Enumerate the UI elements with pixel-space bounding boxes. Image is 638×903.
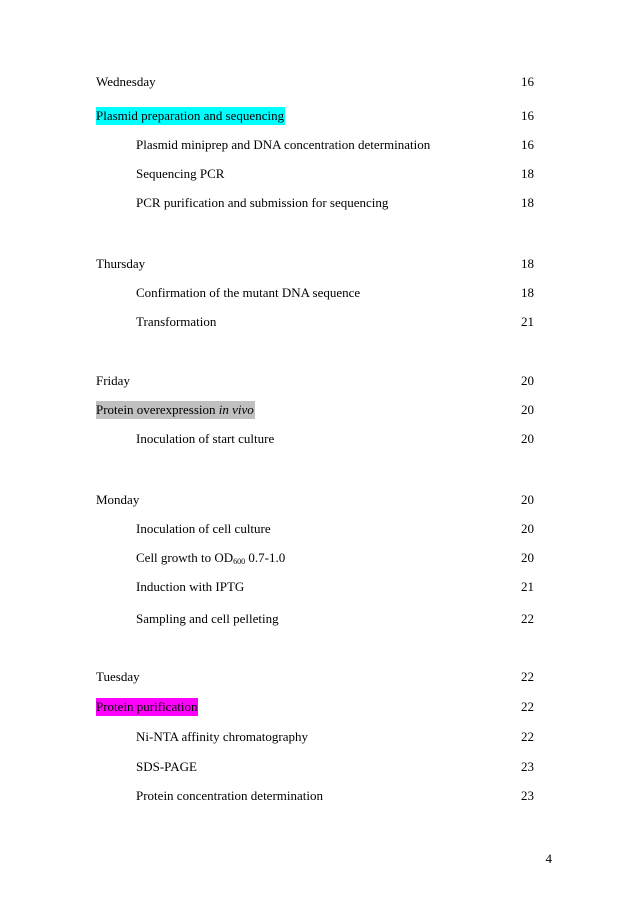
toc-page-number: 20 [521,521,534,536]
toc-entry-label: SDS-PAGE [136,759,197,774]
toc-entry-sds-page [96,758,534,776]
toc-entry-friday [96,372,534,390]
toc-entry-label: Protein concentration determination [136,788,323,803]
toc-entry-label: Inoculation of start culture [136,431,275,446]
toc-entry-label-subscript: 600 [233,557,246,566]
toc-entry-label: Transformation [136,314,217,329]
toc-page-number: 20 [521,431,534,446]
toc-entry-label-main: Cell growth to OD [136,550,234,565]
toc-entry-purification-section [96,698,534,716]
toc-entry-pcr-purification [96,194,534,212]
toc-entry-label: Sampling and cell pelleting [136,611,279,626]
toc-page-number: 16 [521,108,534,123]
toc-entry-miniprep [96,136,534,154]
footer-page-number: 4 [545,851,552,866]
toc-entry-protein-concentration [96,787,534,805]
toc-page-number: 20 [521,373,534,388]
toc-entry-ni-nta [96,728,534,746]
toc-entry-label: Ni-NTA affinity chromatography [136,729,309,744]
toc-page-number: 22 [521,699,534,714]
toc-entry-wednesday [96,73,534,91]
toc-page-number: 20 [521,492,534,507]
toc-entry-label: Protein purification [96,699,198,714]
toc-page-number: 18 [521,285,534,300]
toc-entry-label: Sequencing PCR [136,166,225,181]
toc-entry-sequencing-pcr [96,165,534,183]
toc-entry-induction [96,578,534,596]
toc-entry-label: Plasmid preparation and sequencing [96,108,285,123]
toc-entry-label: Friday [96,373,130,388]
toc-entry-label: PCR purification and submission for sequencing [136,195,389,210]
toc-entry-label-italic: in vivo [218,402,254,417]
toc-entry-overexpression-section [96,401,534,419]
toc-entry-confirmation [96,284,534,302]
toc-entry-label: Confirmation of the mutant DNA sequence [136,285,361,300]
toc-entry-label: Plasmid miniprep and DNA concentration determination [136,137,431,152]
toc-page-number: 20 [521,402,534,417]
toc-entry-cell-culture [96,520,534,538]
toc-entry-label: Wednesday [96,74,156,89]
toc-page-number: 20 [521,550,534,565]
toc-page-number: 22 [521,669,534,684]
toc-entry-thursday [96,255,534,273]
toc-entry-label: Thursday [96,256,146,271]
toc-entry-sampling [96,610,534,628]
toc-entry-label: Tuesday [96,669,140,684]
toc-entry-label: Inoculation of cell culture [136,521,271,536]
toc-entry-label-tail: 0.7-1.0 [245,550,286,565]
toc-page-number: 16 [521,137,534,152]
toc-entry-monday [96,491,534,509]
toc-page-number: 18 [521,195,534,210]
toc-page-number: 18 [521,256,534,271]
toc-entry-start-culture [96,430,534,448]
toc-entry-cell-growth [96,549,534,567]
toc-entry-label: Monday [96,492,140,507]
toc-entry-plasmid-section [96,107,534,125]
toc-page-number: 21 [521,314,534,329]
toc-entry-label: Induction with IPTG [136,579,245,594]
toc-page-number: 22 [521,611,534,626]
toc-entry-label-main: Protein overexpression [96,402,219,417]
toc-page-number: 16 [521,74,534,89]
toc-entry-label [96,401,255,419]
toc-entry-tuesday [96,668,534,686]
toc-entry-label [136,549,286,571]
toc-page-number: 21 [521,579,534,594]
toc-entry-transformation [96,313,534,331]
toc-page-number: 18 [521,166,534,181]
toc-page-number: 23 [521,759,534,774]
toc-page-number: 23 [521,788,534,803]
toc-page-number: 22 [521,729,534,744]
